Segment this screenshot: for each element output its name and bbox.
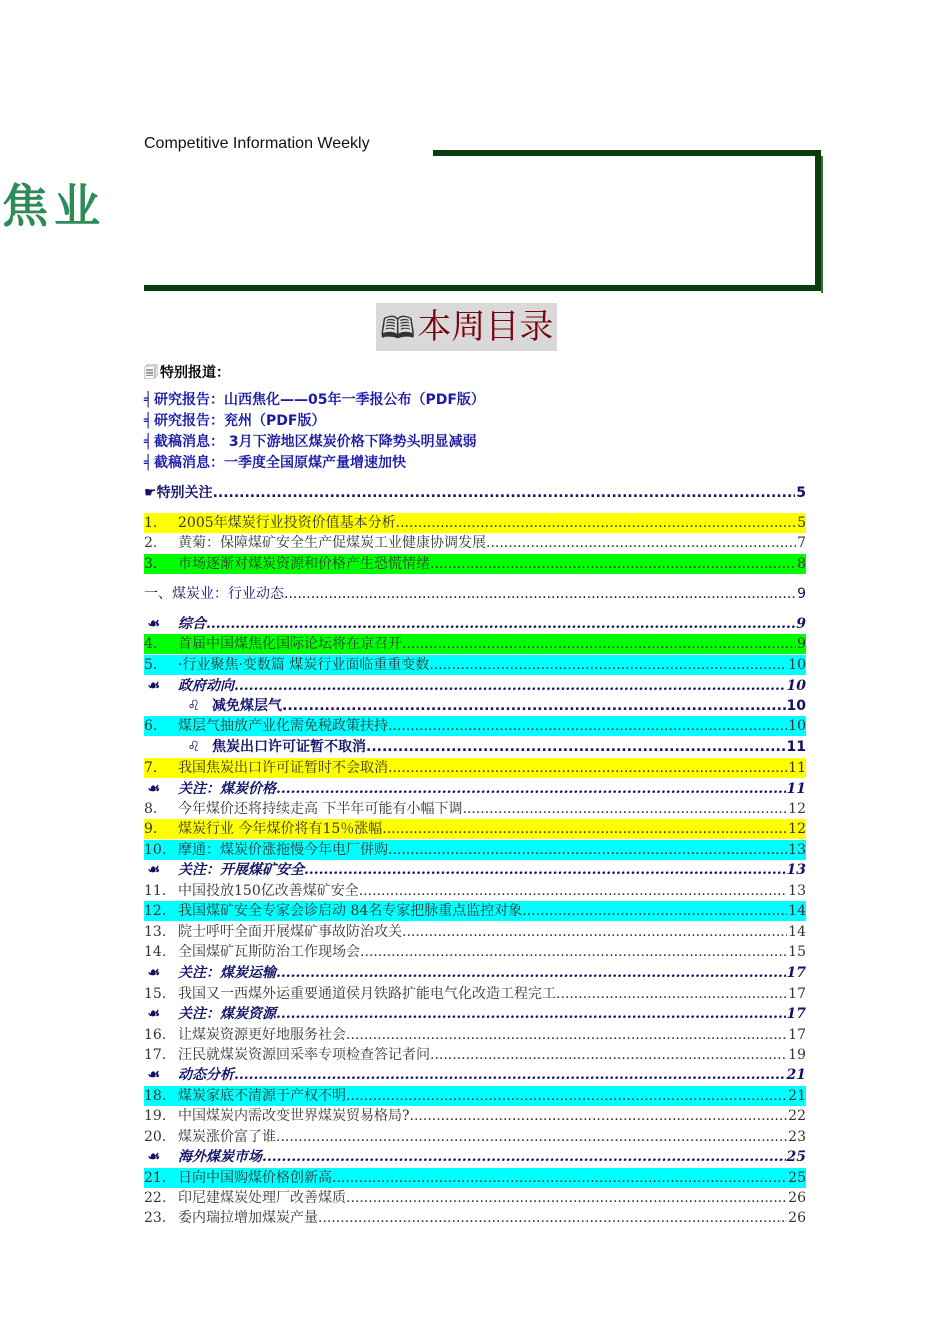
toc-entry[interactable]: [144, 758, 806, 778]
toc-entry-number: 2.: [144, 535, 158, 551]
bullet-icon: ╡: [144, 413, 153, 429]
toc-heading: [376, 303, 557, 351]
header-frame-shadow: [821, 156, 823, 293]
leaf-bullet-icon: ☙: [147, 1149, 160, 1165]
toc-page-number: 13: [788, 883, 806, 899]
toc-entry[interactable]: [144, 1168, 806, 1188]
toc-entry[interactable]: [144, 533, 806, 553]
leaf-bullet-icon: ☙: [147, 781, 160, 797]
dot-leader: [430, 554, 796, 574]
dot-leader: [206, 614, 795, 634]
toc-page-number: 9: [797, 636, 806, 652]
dot-leader: [430, 1045, 787, 1065]
toc-entry-title: 焦炭出口许可证暂不取消: [212, 739, 366, 755]
toc-entry[interactable]: [144, 1127, 806, 1147]
toc-page-number: 14: [788, 924, 806, 940]
toc-page-number: 10: [788, 657, 806, 673]
toc-entry-title: 关注：煤炭价格: [178, 781, 276, 797]
dot-leader: [282, 696, 786, 716]
toc-page-number: 15: [788, 944, 806, 960]
toc-entry[interactable]: [144, 860, 806, 880]
toc-entry-title: 全国煤矿瓦斯防治工作现场会: [178, 944, 360, 960]
toc-entry-number: 11.: [144, 883, 167, 899]
toc-page-number: 11: [786, 781, 806, 797]
dot-leader: [262, 1147, 786, 1167]
dot-leader: [486, 533, 796, 553]
dot-leader: [234, 1065, 786, 1085]
toc-entry[interactable]: [144, 1065, 806, 1085]
leaf-bullet-icon: ☙: [147, 678, 160, 694]
toc-entry-title: 煤炭家底不清源于产权不明: [178, 1088, 346, 1104]
toc-entry[interactable]: [144, 840, 806, 860]
toc-entry[interactable]: [144, 963, 806, 983]
toc-entry[interactable]: [144, 1208, 806, 1228]
toc-page-number: 11: [786, 739, 806, 755]
toc-entry-title: 2005年煤炭行业投资价值基本分析: [178, 515, 396, 531]
dot-leader: [359, 881, 787, 901]
toc-entry-number: 12.: [144, 901, 178, 921]
bullet-icon: ╡: [144, 392, 153, 408]
leaf-bullet-icon: ☙: [147, 965, 160, 981]
toc-entry-number: 3.: [144, 554, 178, 574]
dot-leader: [402, 634, 796, 654]
dot-leader: [332, 1168, 787, 1188]
toc-page-number: 22: [788, 1108, 806, 1124]
toc-entry[interactable]: [144, 922, 806, 942]
toc-entry-title: 煤炭行业 今年煤价将有15％涨幅: [178, 821, 383, 837]
toc-entry[interactable]: [144, 655, 806, 675]
toc-page-number: 10: [786, 698, 806, 714]
toc-entry-title: 煤层气抽放产业化需免税政策扶持: [178, 718, 388, 734]
toc-page-number: 9: [796, 616, 806, 632]
toc-entry-title: 今年煤价还将持续走高 下半年可能有小幅下调: [178, 801, 463, 817]
toc-page-number: 11: [788, 760, 806, 776]
special-report-text: 研究报告：兖州（PDF版）: [154, 413, 326, 429]
dot-leader: [388, 716, 787, 736]
toc-heading-label: 本周目录: [417, 307, 554, 347]
toc-entry[interactable]: [144, 881, 806, 901]
toc-entry-number: 5.: [144, 655, 178, 675]
toc-entry-title: 我国焦炭出口许可证暂时不会取消: [178, 760, 388, 776]
special-reports-label: [144, 362, 230, 386]
toc-entry-title: 煤炭涨价富了谁: [178, 1129, 276, 1145]
dot-leader: [276, 1127, 787, 1147]
toc-entry-title: ·行业聚焦·变数篇 煤炭行业面临重重变数: [178, 657, 430, 673]
toc-page-number: 17: [786, 965, 806, 981]
toc-page-number: 5: [796, 485, 806, 501]
special-report-link[interactable]: [144, 411, 325, 432]
toc-entry-number: 7.: [144, 758, 178, 778]
toc-entry-title: 印尼建煤炭处理厂改善煤质: [178, 1190, 346, 1206]
dot-leader: [346, 1025, 787, 1045]
dot-leader: [234, 676, 786, 696]
dot-leader: [304, 860, 786, 880]
toc-page-number: 14: [788, 903, 806, 919]
toc-entry[interactable]: [144, 1025, 806, 1045]
toc-entry-number: 18.: [144, 1086, 178, 1106]
toc-entry-number: 6.: [144, 716, 178, 736]
toc-entry[interactable]: [144, 513, 806, 533]
leaf-bullet-icon: ☙: [147, 1006, 160, 1022]
toc-entry-title: 政府动向: [178, 678, 234, 694]
toc-entry-title: 综合: [178, 616, 206, 632]
book-icon: 🕮: [380, 311, 416, 346]
toc-page-number: 21: [788, 1088, 806, 1104]
toc-page-number: 12: [788, 801, 806, 817]
dot-leader: [556, 984, 787, 1004]
toc-page-number: 8: [797, 556, 806, 572]
toc-entry-title: 动态分析: [178, 1067, 234, 1083]
toc-entry[interactable]: [144, 1147, 806, 1167]
toc-entry-number: 13.: [144, 924, 167, 940]
leo-bullet-icon: ♌: [187, 698, 200, 714]
special-report-text: 研究报告：山西焦化——05年一季报公布（PDF版）: [154, 392, 485, 408]
toc-entry[interactable]: [144, 483, 806, 503]
toc-entry-title: 减免煤层气: [212, 698, 282, 714]
toc-entry[interactable]: [144, 634, 806, 654]
toc-entry[interactable]: [144, 799, 806, 819]
toc-page-number: 10: [788, 718, 806, 734]
toc-entry[interactable]: [144, 614, 806, 634]
toc-entry[interactable]: [144, 554, 806, 574]
dot-leader: [276, 1004, 786, 1024]
toc-entry-title: 特别关注: [156, 485, 213, 501]
toc-entry-title: 海外煤炭市场: [178, 1149, 262, 1165]
toc-entry[interactable]: [144, 1004, 806, 1024]
toc-entry-title: 中国投放150亿改善煤矿安全: [178, 883, 359, 899]
dot-leader: [388, 758, 787, 778]
toc-entry-number: 23.: [144, 1210, 167, 1226]
toc-entry-number: 1.: [144, 513, 178, 533]
toc-page-number: 9: [797, 586, 806, 602]
dot-leader: [346, 1086, 787, 1106]
dot-leader: [388, 840, 787, 860]
toc-entry-title: 关注：煤炭运输: [178, 965, 276, 981]
toc-page-number: 25: [788, 1170, 806, 1186]
dot-leader: [396, 513, 796, 533]
special-report-text: 截稿消息： 3月下游地区煤炭价格下降势头明显减弱: [154, 434, 477, 450]
toc-entry-number: 9.: [144, 819, 178, 839]
toc-entry-title: 院士呼吁全面开展煤矿事故防治攻关: [178, 924, 402, 940]
toc-entry-title: 一、煤炭业：行业动态: [144, 586, 284, 602]
special-report-link[interactable]: [144, 453, 406, 474]
toc-page-number: 12: [788, 821, 806, 837]
toc-entry-number: 14.: [144, 944, 167, 960]
special-report-link[interactable]: [144, 432, 477, 453]
dot-leader: [276, 963, 786, 983]
toc-entry-number: 4.: [144, 634, 178, 654]
dot-leader: [522, 901, 787, 921]
toc-page-number: 10: [786, 678, 806, 694]
toc-entry[interactable]: [144, 1045, 806, 1065]
toc-entry-title: 黄菊：保障煤矿安全生产促煤炭工业健康协调发展: [178, 535, 486, 551]
bullet-icon: ╡: [144, 434, 153, 450]
toc-page-number: 13: [788, 842, 806, 858]
toc-entry[interactable]: [144, 779, 806, 799]
special-reports-text: 特别报道：: [160, 365, 230, 381]
toc-entry[interactable]: [144, 716, 806, 736]
dot-leader: [284, 584, 796, 604]
toc-entry-title: 委内瑞拉增加煤炭产量: [178, 1210, 318, 1226]
leaf-bullet-icon: ☙: [147, 862, 160, 878]
toc-entry[interactable]: [144, 1188, 806, 1208]
toc-entry-number: 15.: [144, 986, 167, 1002]
toc-entry[interactable]: [144, 737, 806, 757]
toc-entry[interactable]: [144, 942, 806, 962]
toc-entry-number: 10.: [144, 840, 178, 860]
toc-entry-title: 我国又一西煤外运重要通道侯月铁路扩能电气化改造工程完工: [178, 986, 556, 1002]
toc-entry-title: 汪民就煤炭资源回采率专项检查答记者问: [178, 1047, 430, 1063]
brand-title: 焦业: [2, 179, 106, 233]
toc-entry-number: 16.: [144, 1027, 167, 1043]
toc-entry-title: 让煤炭资源更好地服务社会: [178, 1027, 346, 1043]
toc-entry[interactable]: [144, 584, 806, 604]
toc-entry[interactable]: [144, 819, 806, 839]
toc-page-number: 19: [788, 1047, 806, 1063]
dot-leader: [402, 922, 787, 942]
dot-leader: [318, 1208, 787, 1228]
toc-page-number: 26: [788, 1210, 806, 1226]
toc-page-number: 7: [797, 535, 806, 551]
toc-entry-title: 日向中国购煤价格创新高: [178, 1170, 332, 1186]
toc-entry-number: 8.: [144, 801, 158, 817]
toc-entry-number: 17.: [144, 1047, 167, 1063]
bullet-icon: ╡: [144, 455, 153, 471]
toc-entry-number: 20.: [144, 1129, 167, 1145]
leo-bullet-icon: ♌: [187, 739, 200, 755]
toc-entry-number: 22.: [144, 1190, 167, 1206]
toc-page-number: 13: [786, 862, 806, 878]
dot-leader: [410, 1106, 788, 1126]
toc-entry[interactable]: [144, 696, 806, 716]
dot-leader: [462, 799, 787, 819]
dot-leader: [429, 655, 787, 675]
toc-page-number: 23: [788, 1129, 806, 1145]
toc-entry-title: 关注：煤炭资源: [178, 1006, 276, 1022]
special-report-link[interactable]: [144, 390, 485, 411]
leaf-bullet-icon: ☙: [147, 616, 160, 632]
toc-page-number: 5: [797, 515, 806, 531]
toc-entry-number: 21.: [144, 1168, 178, 1188]
toc-entry-title: 首届中国煤焦化国际论坛将在京召开: [178, 636, 402, 652]
toc-page-number: 21: [786, 1067, 806, 1083]
toc-page-number: 17: [788, 986, 806, 1002]
leaf-bullet-icon: ☙: [147, 1067, 160, 1083]
header-frame-bottom: [144, 285, 821, 291]
dot-leader: [382, 819, 787, 839]
toc-entry-title: 关注：开展煤矿安全: [178, 862, 304, 878]
toc-entry-title: 中国煤炭内需改变世界煤炭贸易格局?: [178, 1108, 410, 1124]
toc-entry-title: 市场逐渐对煤炭资源和价格产生恐慌情绪: [178, 556, 430, 572]
toc-page-number: 25: [786, 1149, 806, 1165]
dot-leader: [366, 737, 786, 757]
dot-leader: [213, 483, 796, 503]
toc-entry[interactable]: [144, 1086, 806, 1106]
toc-entry[interactable]: [144, 1106, 806, 1126]
toc-page-number: 17: [788, 1027, 806, 1043]
special-report-text: 截稿消息：一季度全国原煤产量增速加快: [154, 455, 406, 471]
header-frame-top: [433, 150, 821, 156]
toc-entry-number: 19.: [144, 1108, 167, 1124]
dot-leader: [276, 779, 786, 799]
pointing-hand-icon: ☛: [144, 485, 157, 501]
publication-subtitle: Competitive Information Weekly: [144, 135, 370, 152]
toc-entry[interactable]: [144, 984, 806, 1004]
toc-page-number: 26: [788, 1190, 806, 1206]
dot-leader: [360, 942, 787, 962]
toc-entry-title: 摩通：煤炭价涨拖慢今年电厂併购: [178, 842, 388, 858]
toc-entry[interactable]: [144, 901, 806, 921]
toc-entry[interactable]: [144, 676, 806, 696]
toc-entry-title: 我国煤矿安全专家会诊启动 84名专家把脉重点监控对象: [178, 903, 523, 919]
document-icon: 🗐: [144, 365, 158, 381]
dot-leader: [346, 1188, 787, 1208]
toc-page-number: 17: [786, 1006, 806, 1022]
